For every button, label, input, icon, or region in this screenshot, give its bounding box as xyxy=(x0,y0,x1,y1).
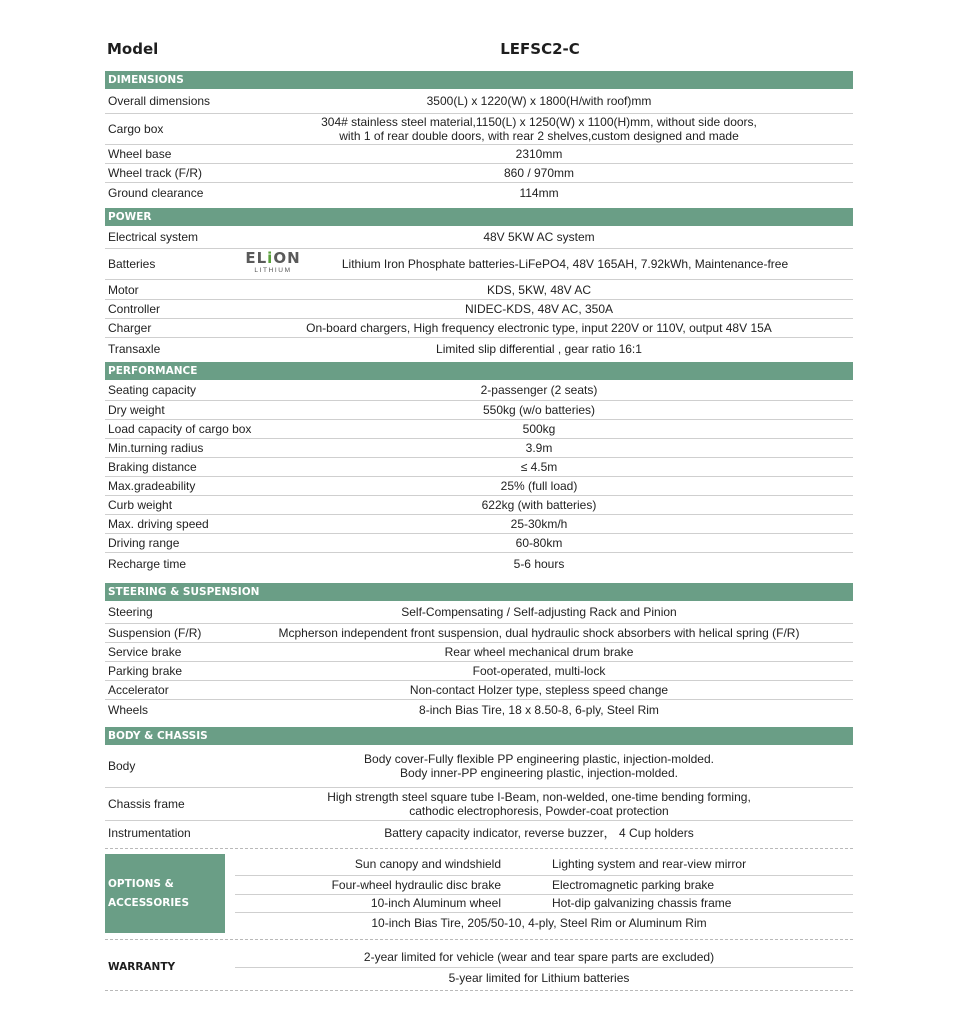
spec-row xyxy=(105,183,853,202)
spec-row xyxy=(105,300,853,319)
logo-word-c: ON xyxy=(273,249,301,267)
spec-value-line: with 1 of rear double doors, with rear 2 shelves,custom designed and made xyxy=(339,129,739,143)
spec-value: Self-Compensating / Self-adjusting Rack and Pinion xyxy=(401,605,677,619)
spec-row xyxy=(105,280,853,300)
spec-row xyxy=(105,553,853,575)
spec-key: Chassis frame xyxy=(108,797,185,811)
spec-value-line: High strength steel square tube I-Beam, non-welded, one-time bending forming, xyxy=(327,790,751,804)
logo-word-a: EL xyxy=(245,249,268,267)
spec-value-line: Body cover-Fully flexible PP engineering plastic, injection-molded. xyxy=(364,752,714,766)
performance-section xyxy=(105,362,853,575)
spec-row xyxy=(105,477,853,496)
spec-row xyxy=(105,534,853,553)
spec-row xyxy=(105,114,853,145)
option-item: Four-wheel hydraulic disc brake xyxy=(331,878,501,892)
model-header xyxy=(105,38,853,62)
spec-row xyxy=(105,226,853,249)
divider xyxy=(235,967,853,968)
spec-row xyxy=(105,89,853,114)
spec-key: Accelerator xyxy=(108,683,169,697)
spec-value xyxy=(235,752,843,780)
spec-value: 500kg xyxy=(522,422,556,436)
spec-row xyxy=(105,420,853,439)
spec-key: Motor xyxy=(108,282,139,297)
spec-value: 25% (full load) xyxy=(500,479,578,493)
spec-row xyxy=(105,681,853,700)
spec-key: Curb weight xyxy=(108,498,173,512)
divider xyxy=(235,912,853,913)
option-item: 10-inch Bias Tire, 205/50-10, 4-ply, Steel Rim or Aluminum Rim xyxy=(371,916,707,930)
spec-value: 550kg (w/o batteries) xyxy=(482,403,596,417)
spec-key: Braking distance xyxy=(108,460,197,474)
spec-key: Max.gradeability xyxy=(108,479,196,493)
spec-value: Rear wheel mechanical drum brake xyxy=(444,645,634,659)
logo-subtext: LITHIUM xyxy=(254,267,292,274)
spec-value: NIDEC-KDS, 48V AC, 350A xyxy=(464,302,614,316)
spec-value: 60-80km xyxy=(515,536,563,550)
spec-key: Wheel base xyxy=(108,147,172,161)
divider xyxy=(235,894,853,895)
body-section xyxy=(105,727,853,845)
spec-row xyxy=(105,249,853,280)
spec-row xyxy=(105,643,853,662)
spec-key: Steering xyxy=(108,605,153,619)
spec-row xyxy=(105,439,853,458)
warranty-title: WARRANTY xyxy=(108,961,176,973)
spec-row xyxy=(105,515,853,534)
spec-key: Suspension (F/R) xyxy=(108,626,202,640)
spec-row xyxy=(105,662,853,681)
spec-key: Overall dimensions xyxy=(108,94,211,108)
spec-row xyxy=(105,145,853,164)
spec-value: 5-6 hours xyxy=(513,557,565,571)
spec-key: Transaxle xyxy=(108,342,161,356)
spec-key: Wheels xyxy=(108,703,149,717)
spec-row xyxy=(105,788,853,821)
spec-key: Electrical system xyxy=(108,230,199,244)
spec-value: 8-inch Bias Tire, 18 x 8.50-8, 6-ply, Steel Rim xyxy=(419,703,659,717)
spec-key: Max. driving speed xyxy=(108,517,209,531)
spec-value: 622kg (with batteries) xyxy=(481,498,597,512)
options-title-line: ACCESSORIES xyxy=(108,896,190,909)
spec-row xyxy=(105,624,853,643)
steering-section xyxy=(105,583,853,720)
spec-value: 860 / 970mm xyxy=(503,166,575,180)
spec-row xyxy=(105,745,853,788)
option-item: Lighting system and rear-view mirror xyxy=(552,857,747,871)
spec-row xyxy=(105,821,853,845)
spec-value xyxy=(235,115,843,143)
spec-value: Foot-operated, multi-lock xyxy=(472,664,606,678)
warranty-item: 5-year limited for Lithium batteries xyxy=(448,971,630,985)
spec-value: ≤ 4.5m xyxy=(520,460,558,474)
spec-key: Service brake xyxy=(108,645,182,659)
options-title-box xyxy=(105,854,225,933)
spec-key: Controller xyxy=(108,302,161,316)
spec-value-line: cathodic electrophoresis, Powder-coat protection xyxy=(409,804,669,818)
option-item: Hot-dip galvanizing chassis frame xyxy=(552,896,732,910)
spec-value: Lithium Iron Phosphate batteries-LiFePO4, 48V 165AH, 7.92kWh, Maintenance-free xyxy=(341,257,789,271)
elion-lithium-logo xyxy=(244,251,302,277)
spec-value: 25-30km/h xyxy=(510,517,568,531)
performance-title: PERFORMANCE xyxy=(105,362,853,380)
power-section xyxy=(105,208,853,360)
divider xyxy=(105,939,853,940)
spec-row xyxy=(105,496,853,515)
spec-value: 3.9m xyxy=(525,441,553,455)
steering-title: STEERING & SUSPENSION xyxy=(105,583,853,601)
spec-key: Cargo box xyxy=(108,122,164,136)
spec-row xyxy=(105,458,853,477)
divider xyxy=(235,875,853,876)
spec-row xyxy=(105,338,853,360)
options-title-line: OPTIONS & xyxy=(108,877,174,890)
option-item: Sun canopy and windshield xyxy=(354,857,501,871)
spec-row xyxy=(105,401,853,420)
spec-key: Recharge time xyxy=(108,557,187,571)
spec-row xyxy=(105,380,853,401)
model-label: Model xyxy=(107,40,159,58)
spec-key: Min.turning radius xyxy=(108,441,204,455)
spec-key: Parking brake xyxy=(108,664,183,678)
spec-value: Limited slip differential , gear ratio 16:1 xyxy=(436,342,642,356)
spec-value: 114mm xyxy=(519,185,559,200)
spec-value: Battery capacity indicator, reverse buzzer， 4 Cup holders xyxy=(384,826,694,840)
spec-value: 48V 5KW AC system xyxy=(483,230,595,244)
option-item: 10-inch Aluminum wheel xyxy=(370,896,501,910)
spec-key: Driving range xyxy=(108,536,180,550)
spec-key: Seating capacity xyxy=(108,383,197,397)
spec-row xyxy=(105,164,853,183)
spec-key: Body xyxy=(108,759,136,773)
power-title: POWER xyxy=(105,208,853,226)
spec-key: Load capacity of cargo box xyxy=(108,422,252,436)
spec-value-line: Body inner-PP engineering plastic, injection-molded. xyxy=(400,766,678,780)
spec-row xyxy=(105,601,853,624)
spec-key: Instrumentation xyxy=(108,826,191,840)
divider xyxy=(105,848,853,849)
spec-key: Ground clearance xyxy=(108,185,204,200)
option-item: Electromagnetic parking brake xyxy=(552,878,715,892)
model-value: LEFSC2-C xyxy=(500,40,580,58)
spec-key: Batteries xyxy=(108,257,156,271)
dimensions-title: DIMENSIONS xyxy=(105,71,853,89)
spec-key: Dry weight xyxy=(108,403,165,417)
spec-value: Non-contact Holzer type, stepless speed change xyxy=(409,683,669,697)
logo-wordmark xyxy=(244,251,302,266)
spec-row xyxy=(105,700,853,720)
logo-word-b: i xyxy=(267,249,274,267)
spec-value: 3500(L) x 1220(W) x 1800(H/with roof)mm xyxy=(426,94,652,108)
spec-row xyxy=(105,319,853,338)
spec-value-line: 304# stainless steel material,1150(L) x 1250(W) x 1100(H)mm, without side doors, xyxy=(321,115,757,129)
spec-key: Wheel track (F/R) xyxy=(108,166,203,180)
divider xyxy=(105,990,853,991)
spec-value: 2-passenger (2 seats) xyxy=(480,383,598,397)
spec-value: Mcpherson independent front suspension, dual hydraulic shock absorbers with helical spring (F/R) xyxy=(278,626,800,640)
spec-value xyxy=(235,790,843,818)
body-title: BODY & CHASSIS xyxy=(105,727,853,745)
warranty-item: 2-year limited for vehicle (wear and tear spare parts are excluded) xyxy=(363,950,715,964)
dimensions-section xyxy=(105,71,853,202)
spec-value: KDS, 5KW, 48V AC xyxy=(486,282,592,297)
spec-value: 2310mm xyxy=(515,147,563,161)
spec-value: On-board chargers, High frequency electronic type, input 220V or 110V, output 48V 15A xyxy=(306,321,772,335)
spec-key: Charger xyxy=(108,321,152,335)
